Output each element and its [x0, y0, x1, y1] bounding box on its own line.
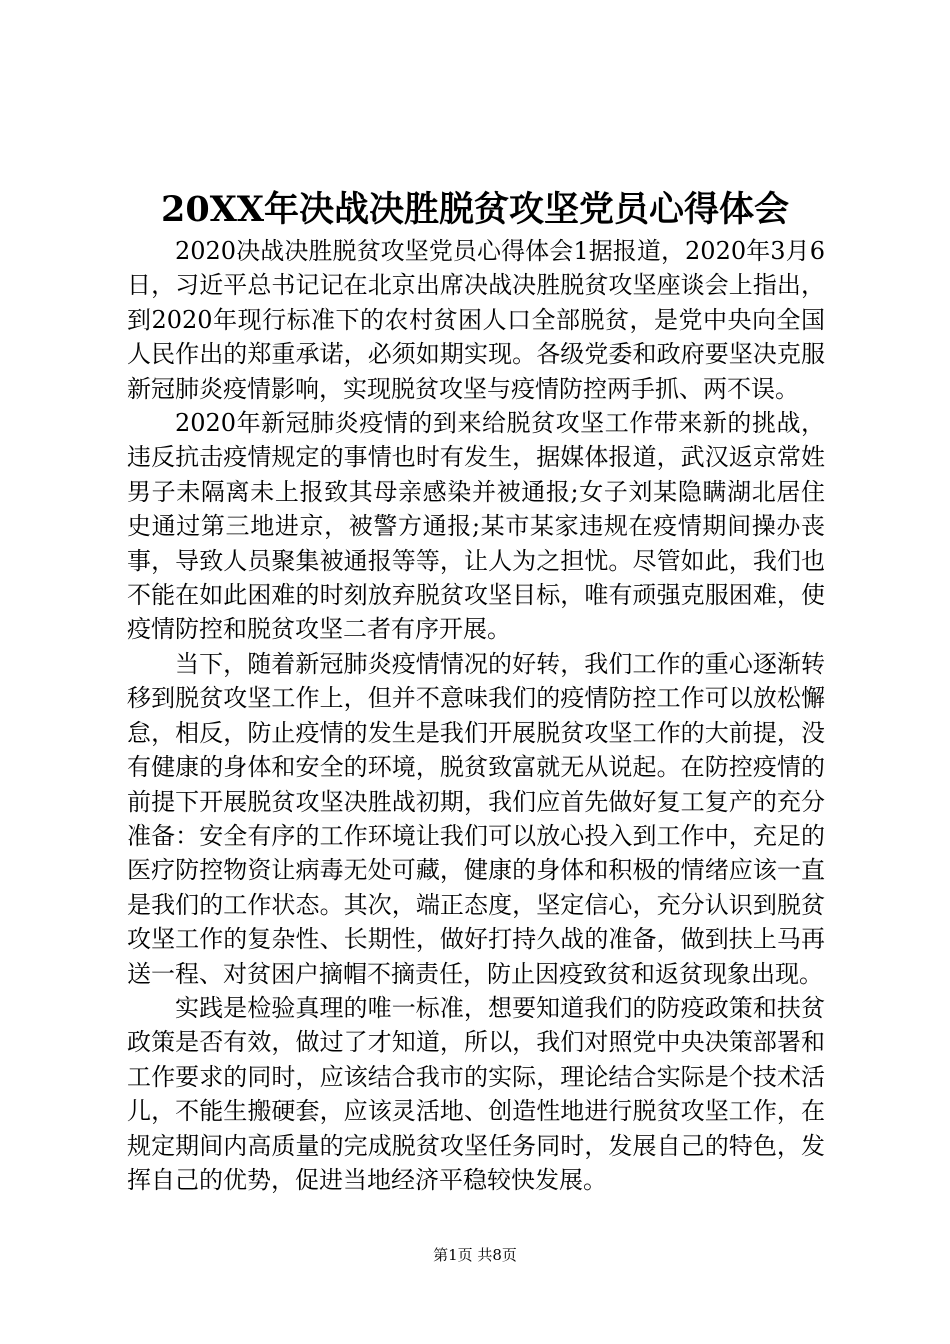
paragraph-1: 2020决战决胜脱贫攻坚党员心得体会1据报道，2020年3月6日，习近平总书记记在北京出席决战决胜脱贫攻坚座谈会上指出，到2020年现行标准下的农村贫困人口全部脱贫，是党中央向全国人民作出的郑重承诺，必须如期实现。各级党委和政府要坚决克服新冠肺炎疫情影响，实现脱贫攻坚与疫情防控两手抓、两不误。: [127, 237, 825, 403]
page-number-footer: 第1页 共8页: [433, 1246, 517, 1264]
paragraph-2: 2020年新冠肺炎疫情的到来给脱贫攻坚工作带来新的挑战，违反抗击疫情规定的事情也时有发生，据媒体报道，武汉返京常姓男子未隔离未上报致其母亲感染并被通报;女子刘某隐瞒湖北居住史通过第三地进京，被警方通报;某市某家违规在疫情期间操办丧事，导致人员聚集被通报等等，让人为之担忧。尽管如此，我们也不能在如此困难的时刻放弃脱贫攻坚目标，唯有顽强克服困难，使疫情防控和脱贫攻坚二者有序开展。: [127, 409, 825, 644]
paragraph-4: 实践是检验真理的唯一标准，想要知道我们的防疫政策和扶贫政策是否有效，做过了才知道，所以，我们对照党中央决策部署和工作要求的同时，应该结合我市的实际，理论结合实际是个技术活儿，不能生搬硬套，应该灵活地、创造性地进行脱贫攻坚工作，在规定期间内高质量的完成脱贫攻坚任务同时，发展自己的特色，发挥自己的优势，促进当地经济平稳较快发展。: [127, 993, 825, 1194]
document-title: 20XX年决战决胜脱贫攻坚党员心得体会: [160, 189, 790, 230]
paragraph-3: 当下，随着新冠肺炎疫情情况的好转，我们工作的重心逐渐转移到脱贫攻坚工作上，但并不意味我们的疫情防控工作可以放松懈怠，相反，防止疫情的发生是我们开展脱贫攻坚工作的大前提，没有健康的身体和安全的环境，脱贫致富就无从说起。在防控疫情的前提下开展脱贫攻坚决胜战初期，我们应首先做好复工复产的充分准备：安全有序的工作环境让我们可以放心投入到工作中，充足的医疗防控物资让病毒无处可藏，健康的身体和积极的情绪应该一直是我们的工作状态。其次，端正态度，坚定信心，充分认识到脱贫攻坚工作的复杂性、长期性，做好打持久战的准备，做到扶上马再送一程、对贫困户摘帽不摘责任，防止因疫致贫和返贫现象出现。: [127, 649, 825, 988]
document-body: [127, 234, 825, 1197]
